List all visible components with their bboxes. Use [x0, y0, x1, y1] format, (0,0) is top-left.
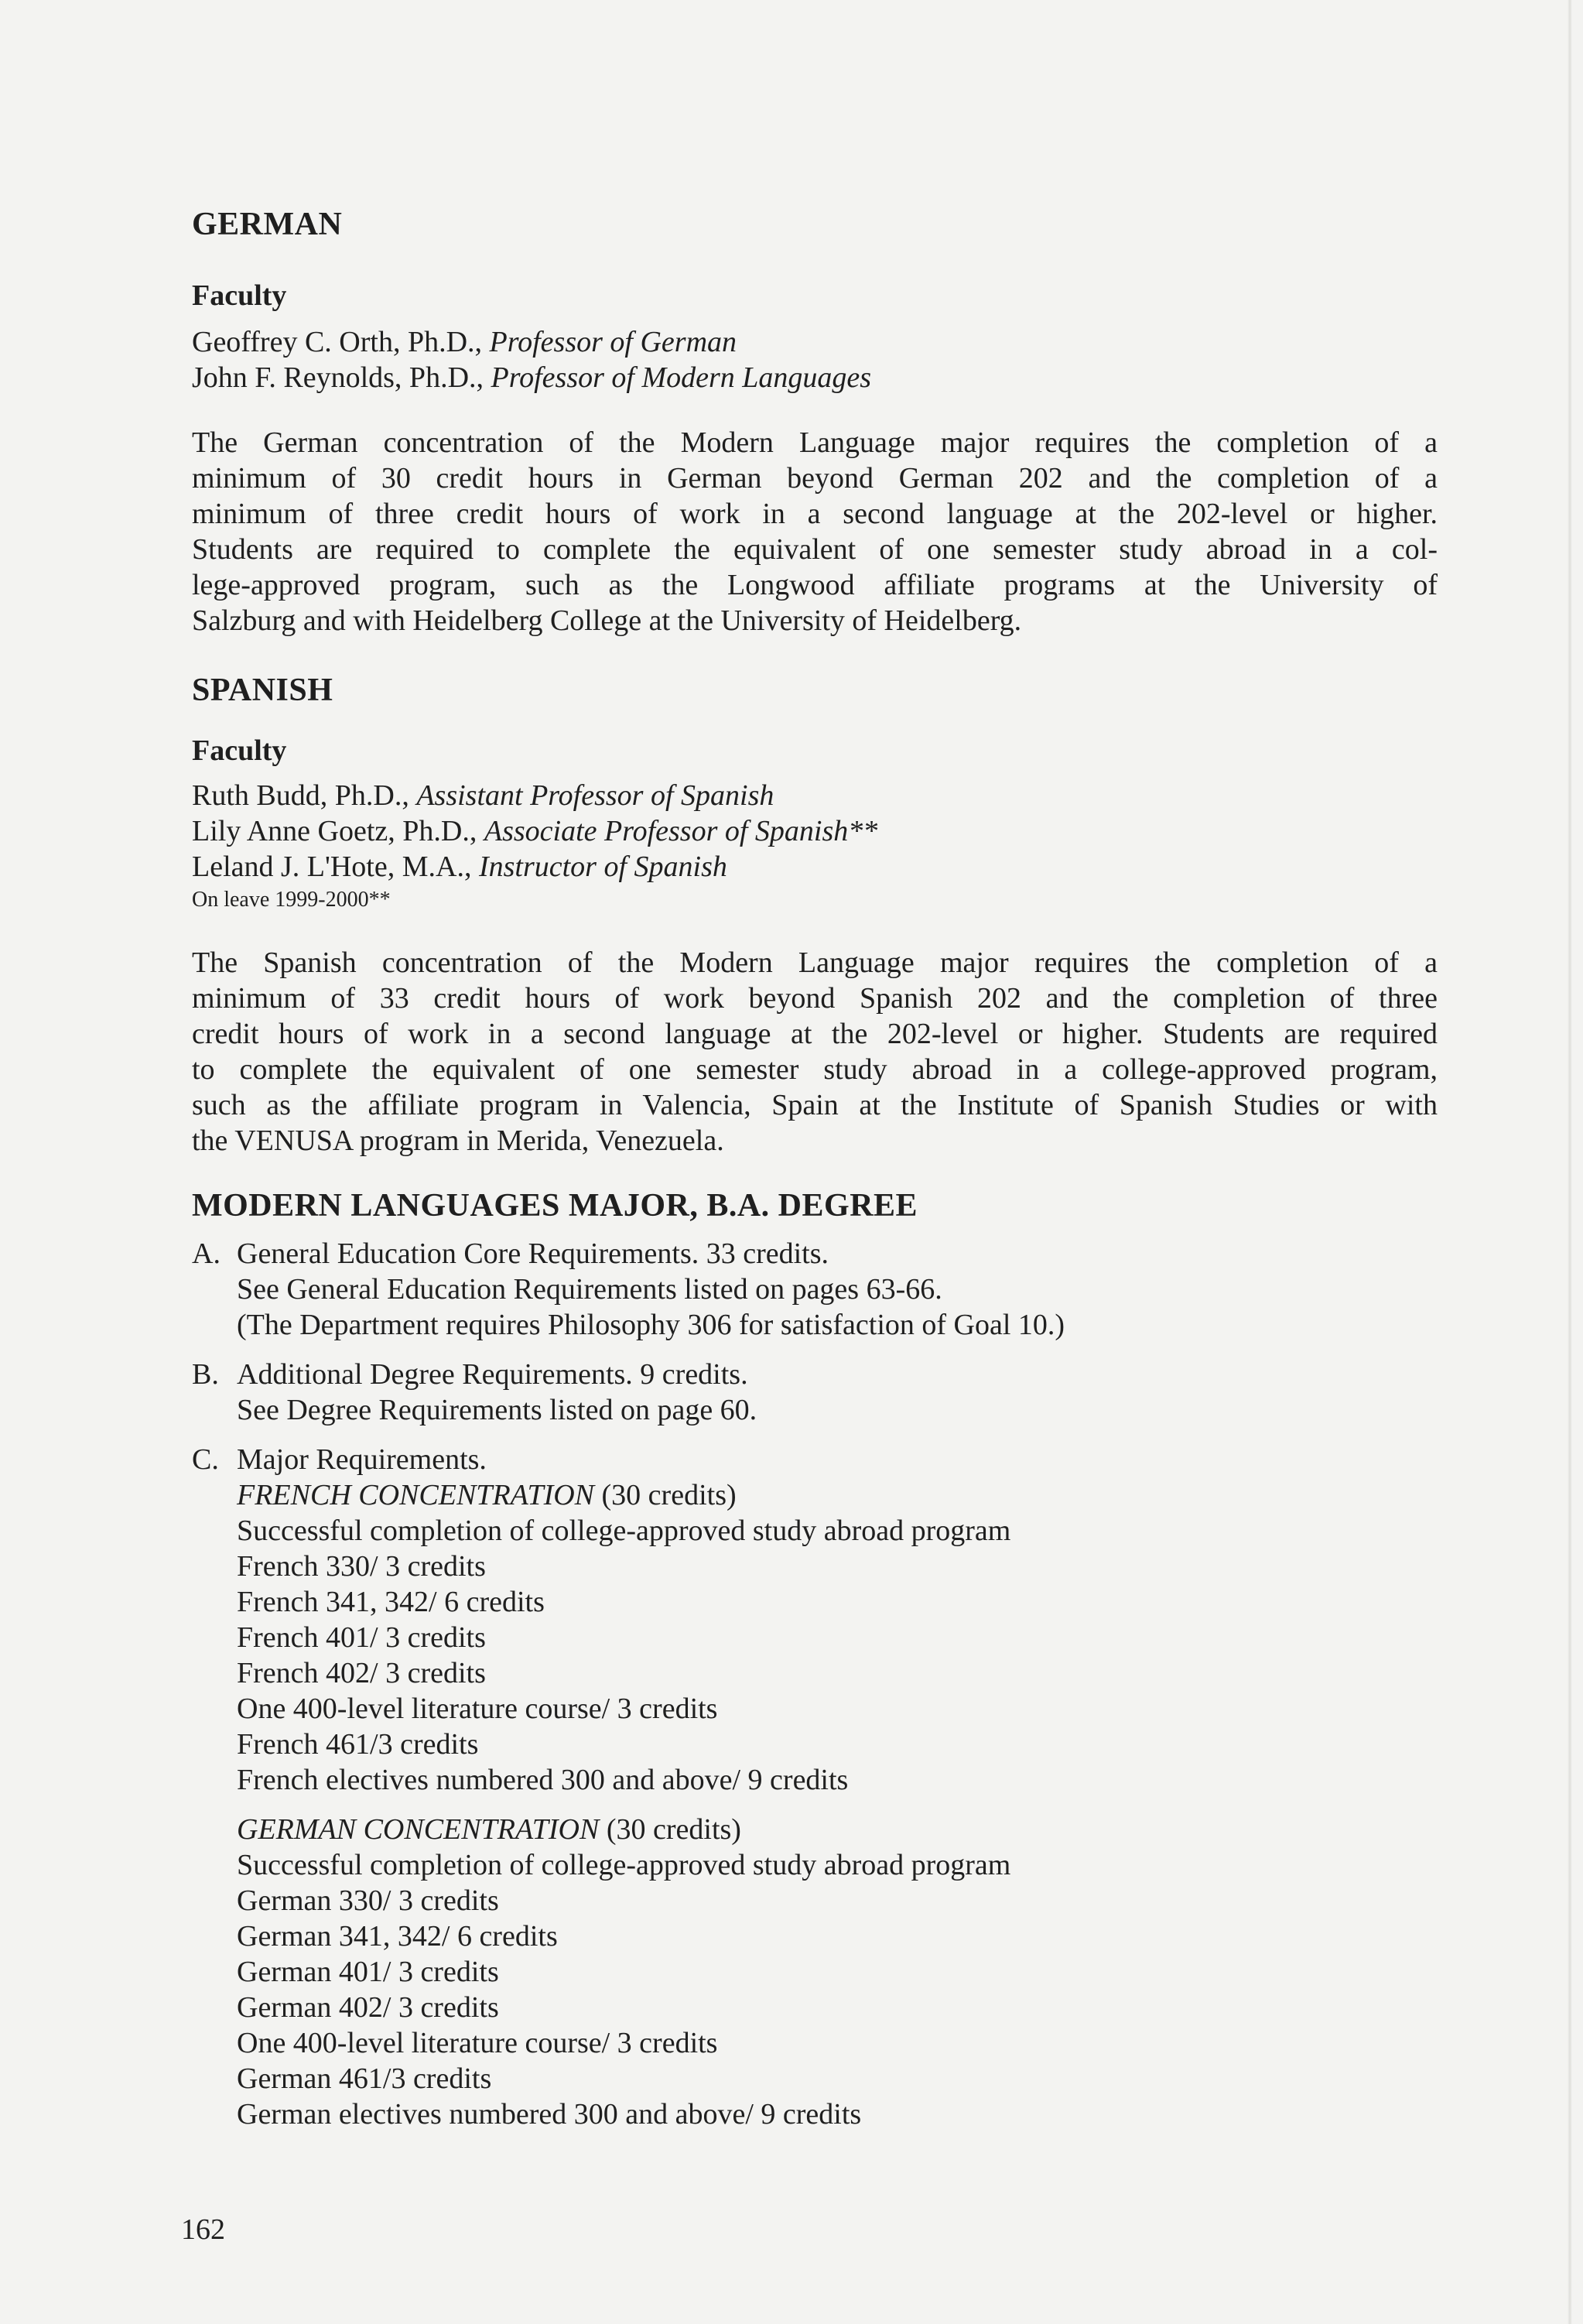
concentration-name: GERMAN CONCENTRATION: [237, 1813, 600, 1846]
concentration-item: German 330/ 3 credits: [237, 1884, 499, 1917]
concentration-item: Successful completion of college-approved study abroad program: [237, 1515, 1011, 1547]
paragraph-line: Students are required to complete the equivalent of one semester study abroad in a col-: [192, 533, 1438, 566]
page-content: [192, 205, 1438, 2132]
spanish-heading: SPANISH: [192, 673, 333, 708]
spanish-description: [192, 945, 1438, 1159]
concentration-item: One 400-level literature course/ 3 credits: [237, 2027, 718, 2059]
requirement-line: General Education Core Requirements. 33 credits.: [237, 1237, 829, 1270]
concentration-heading: [237, 1812, 1438, 1847]
concentration-credits: (30 credits): [594, 1479, 737, 1511]
paragraph-line: minimum of 30 credit hours in German beyond German 202 and the completion of a: [192, 462, 1438, 495]
faculty-title: Instructor of Spanish: [478, 851, 727, 883]
requirement-a: [192, 1236, 1438, 1343]
german-description: [192, 425, 1438, 638]
german-faculty-list: [192, 324, 1438, 395]
faculty-name: Ruth Budd, Ph.D.,: [192, 779, 417, 812]
faculty-title: Professor of Modern Languages: [491, 361, 872, 394]
concentration-item: One 400-level literature course/ 3 credits: [237, 1693, 718, 1725]
german-concentration: [237, 1812, 1438, 2132]
concentration-credits: (30 credits): [599, 1813, 741, 1846]
requirement-line: Additional Degree Requirements. 9 credits.: [237, 1358, 748, 1391]
concentration-item: German 402/ 3 credits: [237, 1991, 499, 2024]
faculty-name: Lily Anne Goetz, Ph.D.,: [192, 815, 484, 847]
requirement-letter: B.: [192, 1358, 219, 1391]
leave-note: On leave 1999-2000**: [192, 888, 391, 912]
concentration-item: French 341, 342/ 6 credits: [237, 1586, 545, 1618]
spanish-faculty-list: [192, 778, 1438, 916]
faculty-member: [192, 360, 1438, 395]
concentration-item: Successful completion of college-approved study abroad program: [237, 1849, 1011, 1881]
paragraph-line: lege-approved program, such as the Longwood affiliate programs at the University of: [192, 569, 1438, 601]
major-heading: MODERN LANGUAGES MAJOR, B.A. DEGREE: [192, 1188, 918, 1224]
requirement-line: (The Department requires Philosophy 306 for satisfaction of Goal 10.): [237, 1309, 1065, 1341]
faculty-name: Geoffrey C. Orth, Ph.D.,: [192, 326, 490, 358]
requirement-line: See General Education Requirements listed on pages 63-66.: [237, 1273, 942, 1306]
requirement-b: [192, 1357, 1438, 1428]
concentration-heading: [237, 1477, 1438, 1513]
concentration-item: French 330/ 3 credits: [237, 1550, 486, 1583]
french-concentration: [237, 1477, 1438, 1798]
faculty-member: [192, 849, 1438, 885]
paragraph-line: The German concentration of the Modern Language major requires the completion of a: [192, 426, 1438, 459]
requirement-letter: C.: [192, 1443, 219, 1476]
paragraph-line: the VENUSA program in Merida, Venezuela.: [192, 1124, 724, 1157]
german-heading: GERMAN: [192, 207, 343, 242]
paragraph-line: The Spanish concentration of the Modern Language major requires the completion of a: [192, 946, 1438, 979]
faculty-title: Professor of German: [489, 326, 737, 358]
requirement-title: Major Requirements.: [237, 1443, 487, 1476]
faculty-member: [192, 778, 1438, 813]
paragraph-line: credit hours of work in a second language at the 202-level or higher. Students are required: [192, 1018, 1438, 1050]
concentration-item: German 401/ 3 credits: [237, 1956, 499, 1988]
paragraph-line: minimum of three credit hours of work in a second language at the 202-level or higher.: [192, 498, 1438, 530]
concentration-item: French 401/ 3 credits: [237, 1621, 486, 1654]
requirement-letter: A.: [192, 1237, 221, 1270]
faculty-title: Assistant Professor of Spanish: [416, 779, 774, 812]
concentration-item: German electives numbered 300 and above/ 9 credits: [237, 2098, 862, 2131]
faculty-name: Leland J. L'Hote, M.A.,: [192, 851, 479, 883]
spanish-faculty-heading: Faculty: [192, 734, 287, 767]
requirement-line: See Degree Requirements listed on page 60.: [237, 1394, 757, 1426]
concentration-item: French 461/3 credits: [237, 1728, 479, 1761]
paragraph-line: to complete the equivalent of one semester study abroad in a college-approved program,: [192, 1053, 1438, 1086]
concentration-item: French electives numbered 300 and above/ 9 credits: [237, 1764, 849, 1796]
concentration-item: French 402/ 3 credits: [237, 1657, 486, 1689]
faculty-title: Associate Professor of Spanish**: [484, 815, 878, 847]
paragraph-line: minimum of 33 credit hours of work beyond Spanish 202 and the completion of three: [192, 982, 1438, 1015]
page-number: 162: [181, 2213, 225, 2246]
faculty-name: John F. Reynolds, Ph.D.,: [192, 361, 491, 394]
concentration-item: German 461/3 credits: [237, 2062, 492, 2095]
concentration-name: FRENCH CONCENTRATION: [237, 1479, 595, 1511]
concentration-item: German 341, 342/ 6 credits: [237, 1920, 558, 1953]
page-edge-shadow: [1568, 0, 1572, 2324]
requirement-c: [192, 1442, 1438, 2132]
faculty-member: [192, 324, 1438, 360]
german-faculty-heading: Faculty: [192, 279, 287, 312]
faculty-member: [192, 813, 1438, 849]
paragraph-line: Salzburg and with Heidelberg College at the University of Heidelberg.: [192, 604, 1022, 637]
paragraph-line: such as the affiliate program in Valencia, Spain at the Institute of Spanish Studies or with: [192, 1089, 1438, 1121]
